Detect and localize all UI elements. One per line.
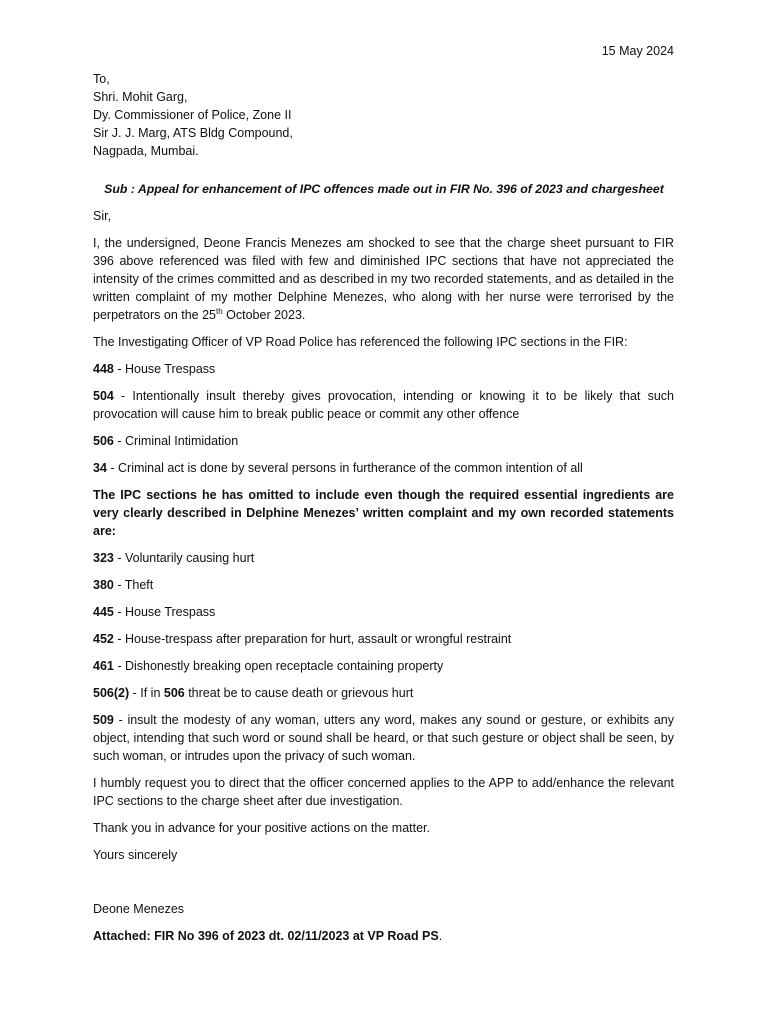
attachment-text: Attached: FIR No 396 of 2023 dt. 02/11/2023 at VP Road PS — [93, 929, 439, 943]
intro-superscript: th — [216, 306, 223, 316]
section-desc: - House Trespass — [113, 605, 216, 619]
addressee-block — [93, 70, 293, 160]
section-desc: - Theft — [113, 578, 154, 592]
section-code: 452 — [93, 632, 114, 646]
section-code: 448 — [93, 362, 114, 376]
subject-line: Sub : Appeal for enhancement of IPC offences made out in FIR No. 396 of 2023 and chargesheet — [104, 182, 664, 196]
section-desc: - Criminal Intimidation — [113, 434, 239, 448]
section-item — [93, 360, 674, 378]
signature-gap — [93, 873, 674, 900]
section-desc: - Dishonestly breaking open receptacle containing property — [113, 659, 444, 673]
section-code: 506 — [93, 434, 114, 448]
section-desc: - Intentionally insult thereby gives provocation, intending or knowing it to be likely that such provocation will cause him to break public peace or commit any other offence — [93, 389, 674, 421]
section-desc: - Voluntarily causing hurt — [113, 551, 255, 565]
section-item — [93, 657, 674, 675]
section-item — [93, 459, 674, 477]
addressee-designation: Dy. Commissioner of Police, Zone II — [93, 108, 292, 122]
letter-date: 15 May 2024 — [601, 44, 674, 58]
addressee-city: Nagpada, Mumbai. — [93, 144, 199, 158]
section-code: 34 — [93, 461, 107, 475]
attachment-end: . — [438, 929, 443, 943]
section-desc: - insult the modesty of any woman, utters any word, makes any sound or gesture, or exhibits any object, intending that such word or sound shall be heard, or that such gesture or object shall be seen, by such woman, or intrudes upon the privacy of such woman. — [93, 713, 674, 763]
intro-paragraph — [93, 234, 674, 324]
closing-line: Yours sincerely — [93, 848, 178, 862]
request-paragraph: I humbly request you to direct that the officer concerned applies to the APP to add/enhance the relevant IPC sections to the charge sheet after due investigation. — [93, 776, 674, 808]
letter-body — [93, 207, 674, 954]
section-desc-post: threat be to cause death or grievous hurt — [184, 686, 414, 700]
section-item — [93, 432, 674, 450]
signature-name: Deone Menezes — [93, 902, 185, 916]
omitted-intro: The IPC sections he has omitted to include even though the required essential ingredients are very clearly described in Delphine Menezes’ written complaint and my own recorded statements are: — [93, 488, 674, 538]
section-desc: - House Trespass — [113, 362, 216, 376]
addressee-street: Sir J. J. Marg, ATS Bldg Compound, — [93, 126, 293, 140]
addressee-to: To, — [93, 72, 110, 86]
section-item — [93, 684, 674, 702]
intro-tail: October 2023. — [222, 308, 306, 322]
intro-text: I, the undersigned, Deone Francis Menezes am shocked to see that the charge sheet pursuant to FIR 396 above referenced was filed with few and diminished IPC sections that have not appreciated the intensity of the crimes committed and as described in my two recorded statements, and as detailed in the written complaint of my mother Delphine Menezes, who along with her nurse were terrorised by the perpetrators on the 25 — [93, 236, 674, 322]
section-code: 323 — [93, 551, 114, 565]
addressee-name: Shri. Mohit Garg, — [93, 90, 188, 104]
section-code: 461 — [93, 659, 114, 673]
section-code: 445 — [93, 605, 114, 619]
section-item — [93, 603, 674, 621]
section-code: 509 — [93, 713, 114, 727]
section-desc: - House-trespass after preparation for hurt, assault or wrongful restraint — [113, 632, 512, 646]
section-item — [93, 630, 674, 648]
section-item — [93, 711, 674, 765]
section-code: 504 — [93, 389, 114, 403]
section-item — [93, 576, 674, 594]
section-item — [93, 387, 674, 423]
salutation: Sir, — [93, 209, 112, 223]
section-item — [93, 549, 674, 567]
attachment-line — [93, 927, 674, 945]
referenced-intro: The Investigating Officer of VP Road Police has referenced the following IPC sections in the FIR: — [93, 335, 628, 349]
section-desc: - Criminal act is done by several persons in furtherance of the common intention of all — [106, 461, 583, 475]
section-ref: 506 — [163, 686, 185, 700]
thanks-line: Thank you in advance for your positive actions on the matter. — [93, 821, 430, 835]
section-desc-pre: - If in — [129, 686, 164, 700]
section-code: 380 — [93, 578, 114, 592]
section-code: 506(2) — [93, 686, 130, 700]
